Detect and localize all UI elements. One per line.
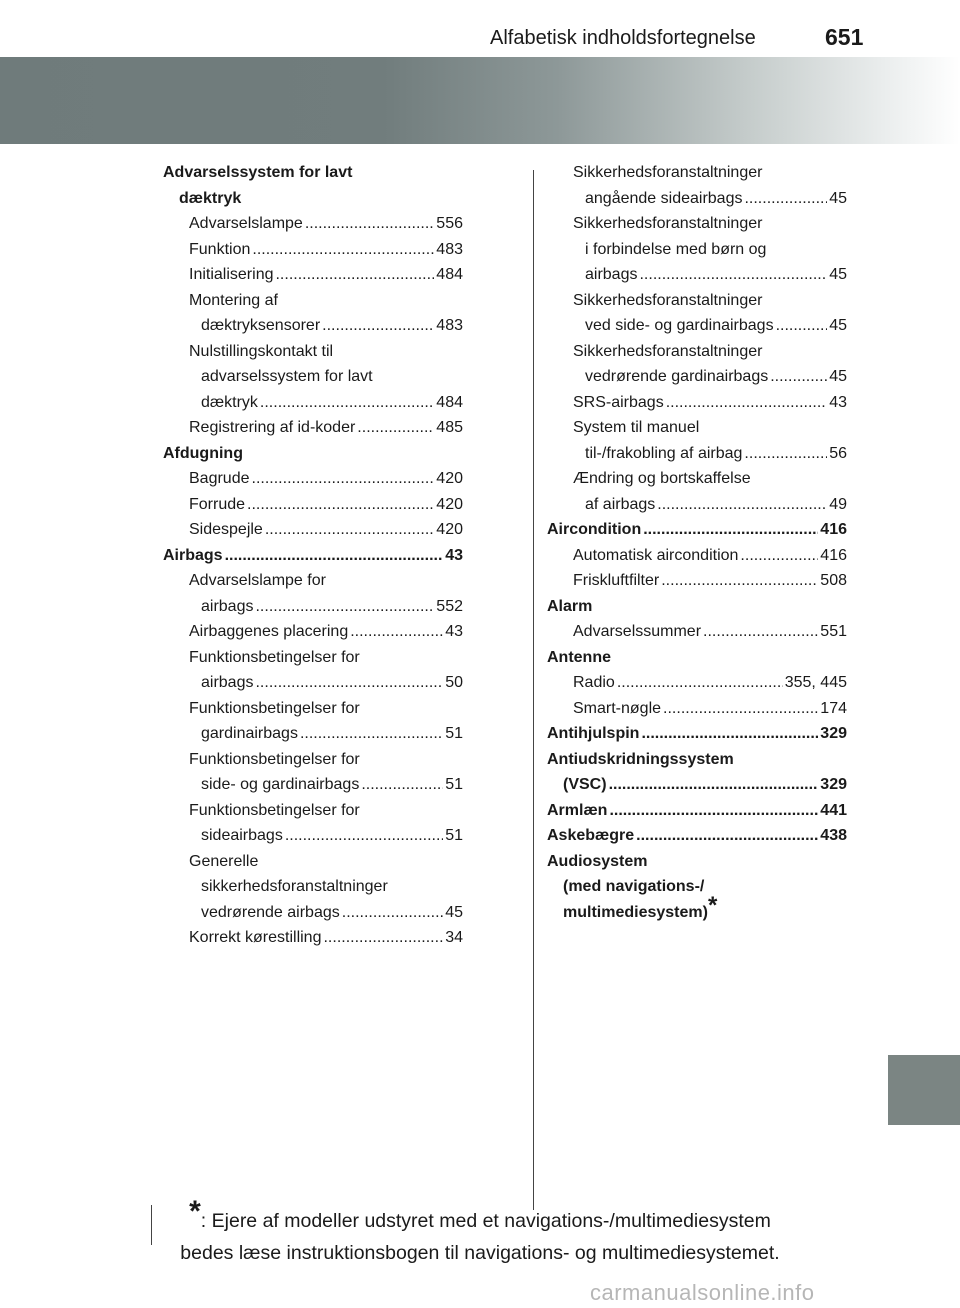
entry-page: 43: [445, 546, 463, 564]
index-entry[interactable]: [163, 594, 463, 620]
footnote-asterisk: *: [189, 1195, 201, 1228]
index-entry[interactable]: [547, 543, 847, 569]
index-entry[interactable]: [163, 517, 463, 543]
index-entry-line: Sikkerhedsforanstaltninger: [573, 342, 763, 360]
leader-dots: [609, 772, 819, 798]
index-heading: Audiosystem: [547, 852, 648, 870]
entry-text: til-/frakobling af airbag: [585, 444, 743, 462]
index-entry[interactable]: [163, 900, 463, 926]
index-entry[interactable]: [547, 186, 847, 212]
entry-page: 420: [436, 521, 463, 538]
index-entry[interactable]: [163, 237, 463, 263]
entry-page: 51: [445, 827, 463, 844]
entry-text: Forrude: [189, 495, 246, 513]
leader-dots: [740, 543, 818, 569]
leader-dots: [666, 390, 828, 416]
leader-dots: [609, 798, 818, 824]
footnote-text-2: bedes læse instruktionsbogen til navigations- og multimediesystemet.: [180, 1242, 780, 1264]
header-gradient-band: [0, 57, 960, 144]
leader-dots: [639, 262, 827, 288]
index-entry[interactable]: [163, 721, 463, 747]
header-title: Alfabetisk indholdsfortegnelse: [490, 27, 756, 49]
index-entry[interactable]: [547, 619, 847, 645]
index-entry-line: Sikkerhedsforanstaltninger: [573, 291, 763, 309]
leader-dots: [300, 721, 443, 747]
leader-dots: [350, 619, 443, 645]
index-entry-line: Generelle: [189, 852, 259, 870]
index-heading-entry[interactable]: [547, 517, 847, 543]
leader-dots: [265, 517, 434, 543]
entry-text: dæktryk: [201, 393, 258, 411]
index-entry-line: Advarselslampe for: [189, 572, 326, 589]
leader-dots: [361, 772, 443, 798]
entry-text: Funktion: [189, 240, 251, 258]
leader-dots: [260, 390, 434, 416]
entry-text: airbags: [585, 266, 638, 283]
index-entry[interactable]: [163, 415, 463, 441]
index-entry-line: Sikkerhedsforanstaltninger: [573, 164, 763, 181]
index-heading-cont: (med navigations-/: [563, 878, 705, 895]
index-entry-line: Funktionsbetingelser for: [189, 750, 360, 768]
index-entry[interactable]: [163, 492, 463, 518]
entry-page: 416: [820, 521, 847, 538]
index-entry-line: System til manuel: [573, 419, 700, 436]
entry-text: sideairbags: [201, 827, 283, 844]
entry-text: angående sideairbags: [585, 189, 743, 207]
entry-text: Askebægre: [547, 827, 635, 844]
entry-text: Automatisk aircondition: [573, 546, 739, 564]
entry-text: Friskluftfilter: [573, 572, 660, 589]
entry-page: 420: [436, 495, 463, 513]
index-heading-cont: [547, 891, 847, 926]
index-entry[interactable]: [163, 772, 463, 798]
entry-text: side- og gardinairbags: [201, 776, 360, 793]
entry-text: Airbags: [163, 546, 223, 564]
index-heading-entry[interactable]: [547, 823, 847, 849]
entry-text: vedrørende airbags: [201, 903, 340, 921]
entry-text: af airbags: [585, 495, 656, 513]
index-entry[interactable]: [547, 696, 847, 722]
index-entry[interactable]: [547, 262, 847, 288]
leader-dots: [770, 364, 827, 390]
leader-dots: [776, 313, 828, 339]
entry-page: 416: [820, 546, 847, 564]
entry-page: 485: [436, 419, 463, 436]
index-entry[interactable]: [163, 313, 463, 339]
leader-dots: [641, 721, 818, 747]
entry-text: gardinairbags: [201, 725, 298, 742]
index-heading-entry[interactable]: [547, 798, 847, 824]
section-thumb-tab: [888, 1055, 960, 1125]
index-entry-line: sikkerhedsforanstaltninger: [201, 878, 388, 895]
entry-page: 51: [445, 776, 463, 793]
entry-text: Korrekt kørestilling: [189, 929, 322, 946]
entry-text: Bagrude: [189, 470, 250, 487]
entry-page: 45: [829, 266, 847, 283]
entry-text: Airbaggenes placering: [189, 623, 349, 640]
index-entry-line: Montering af: [189, 291, 278, 309]
leader-dots: [657, 492, 827, 518]
entry-page: 329: [820, 776, 847, 793]
index-heading: Advarselssystem for lavt: [163, 164, 353, 181]
watermark: carmanualsonline.info: [590, 1280, 815, 1305]
footnote: [0, 1195, 960, 1269]
entry-page: 441: [820, 801, 847, 819]
entry-text: Antihjulspin: [547, 725, 640, 742]
index-entry-line: Funktionsbetingelser for: [189, 648, 360, 666]
index-entry-line: Funktionsbetingelser for: [189, 699, 360, 717]
entry-text: multimediesystem): [563, 903, 708, 921]
leader-dots: [744, 441, 827, 467]
entry-text: SRS-airbags: [573, 393, 664, 411]
leader-dots: [225, 543, 444, 569]
entry-page: 355, 445: [784, 674, 847, 691]
entry-page: 552: [436, 597, 463, 615]
footnote-text-1: : Ejere af modeller udstyret med et navigations-/multimediesystem: [200, 1210, 771, 1232]
index-heading: Antiudskridningssystem: [547, 750, 734, 768]
index-heading: Afdugning: [163, 444, 243, 462]
leader-dots: [322, 313, 434, 339]
index-heading: Antenne: [547, 648, 611, 666]
index-entry[interactable]: [163, 925, 463, 951]
entry-page: 43: [445, 623, 463, 640]
asterisk-marker: *: [707, 891, 718, 919]
index-column-left: [163, 160, 463, 951]
index-entry[interactable]: [547, 441, 847, 467]
index-entry[interactable]: [547, 670, 847, 696]
entry-page: 45: [829, 189, 847, 207]
entry-text: Advarselslampe: [189, 215, 303, 232]
index-entry[interactable]: [163, 262, 463, 288]
entry-text: airbags: [201, 674, 254, 691]
index-entry-line: i forbindelse med børn og: [585, 240, 767, 258]
entry-page: 556: [436, 215, 463, 232]
index-entry[interactable]: [163, 619, 463, 645]
entry-page: 34: [445, 929, 463, 946]
entry-text: Smart-nøgle: [573, 699, 662, 717]
leader-dots: [305, 211, 434, 237]
page-number: 651: [825, 24, 864, 50]
leader-dots: [661, 568, 818, 594]
entry-page: 508: [820, 572, 847, 589]
entry-page: 45: [829, 368, 847, 385]
index-entry[interactable]: [163, 211, 463, 237]
entry-text: ved side- og gardinairbags: [585, 317, 774, 334]
entry-text: (VSC): [563, 776, 607, 793]
leader-dots: [703, 619, 818, 645]
leader-dots: [252, 237, 434, 263]
entry-page: 438: [820, 827, 847, 844]
index-entry-line: Funktionsbetingelser for: [189, 801, 360, 819]
leader-dots: [255, 670, 443, 696]
index-entry[interactable]: [163, 670, 463, 696]
index-entry-line: Ændring og bortskaffelse: [573, 470, 751, 487]
leader-dots: [617, 670, 783, 696]
entry-page: 45: [829, 317, 847, 334]
index-heading-cont: dæktryk: [179, 189, 242, 207]
entry-page: 51: [445, 725, 463, 742]
leader-dots: [342, 900, 443, 926]
index-column-right: [547, 160, 847, 925]
index-heading-entry[interactable]: [547, 721, 847, 747]
leader-dots: [285, 823, 443, 849]
index-entry[interactable]: [163, 390, 463, 416]
entry-page: 483: [436, 240, 463, 258]
page-header: [0, 0, 960, 57]
entry-page: 45: [445, 903, 463, 921]
entry-page: 420: [436, 470, 463, 487]
entry-text: Initialisering: [189, 266, 274, 283]
entry-text: dæktryksensorer: [201, 317, 321, 334]
leader-dots: [643, 517, 818, 543]
leader-dots: [275, 262, 434, 288]
entry-text: Radio: [573, 674, 615, 691]
index-entry-line: Nulstillingskontakt til: [189, 342, 334, 360]
entry-text: vedrørende gardinairbags: [585, 368, 769, 385]
entry-page: 483: [436, 317, 463, 334]
entry-page: 50: [445, 674, 463, 691]
index-entry[interactable]: [163, 466, 463, 492]
leader-dots: [247, 492, 434, 518]
leader-dots: [255, 594, 434, 620]
entry-page: 174: [820, 699, 847, 717]
index-entry[interactable]: [547, 313, 847, 339]
entry-page: 49: [829, 495, 847, 513]
index-entry-line: advarselssystem for lavt: [201, 368, 373, 385]
index-heading-entry[interactable]: [547, 772, 847, 798]
entry-text: Aircondition: [547, 521, 642, 538]
entry-text: Registrering af id-koder: [189, 419, 356, 436]
entry-text: Armlæn: [547, 801, 608, 819]
entry-page: 551: [820, 623, 847, 640]
index-entry[interactable]: [547, 364, 847, 390]
leader-dots: [744, 186, 827, 212]
entry-page: 484: [436, 393, 463, 411]
index-entry[interactable]: [163, 823, 463, 849]
index-heading: Alarm: [547, 597, 593, 615]
entry-text: airbags: [201, 597, 254, 615]
leader-dots: [663, 696, 818, 722]
footnote-line-1: [0, 1195, 960, 1237]
index-entry-line: Sikkerhedsforanstaltninger: [573, 215, 763, 232]
leader-dots: [636, 823, 818, 849]
column-divider: [533, 170, 534, 1210]
entry-text: Sidespejle: [189, 521, 263, 538]
entry-page: 329: [820, 725, 847, 742]
entry-page: 56: [829, 444, 847, 462]
leader-dots: [357, 415, 434, 441]
index-heading-entry[interactable]: [163, 543, 463, 569]
index-entry[interactable]: [547, 568, 847, 594]
leader-dots: [323, 925, 443, 951]
entry-page: 43: [829, 393, 847, 411]
index-entry[interactable]: [547, 390, 847, 416]
leader-dots: [252, 466, 435, 492]
entry-text: Advarselssummer: [573, 623, 702, 640]
index-entry[interactable]: [547, 492, 847, 518]
entry-page: 484: [436, 266, 463, 283]
